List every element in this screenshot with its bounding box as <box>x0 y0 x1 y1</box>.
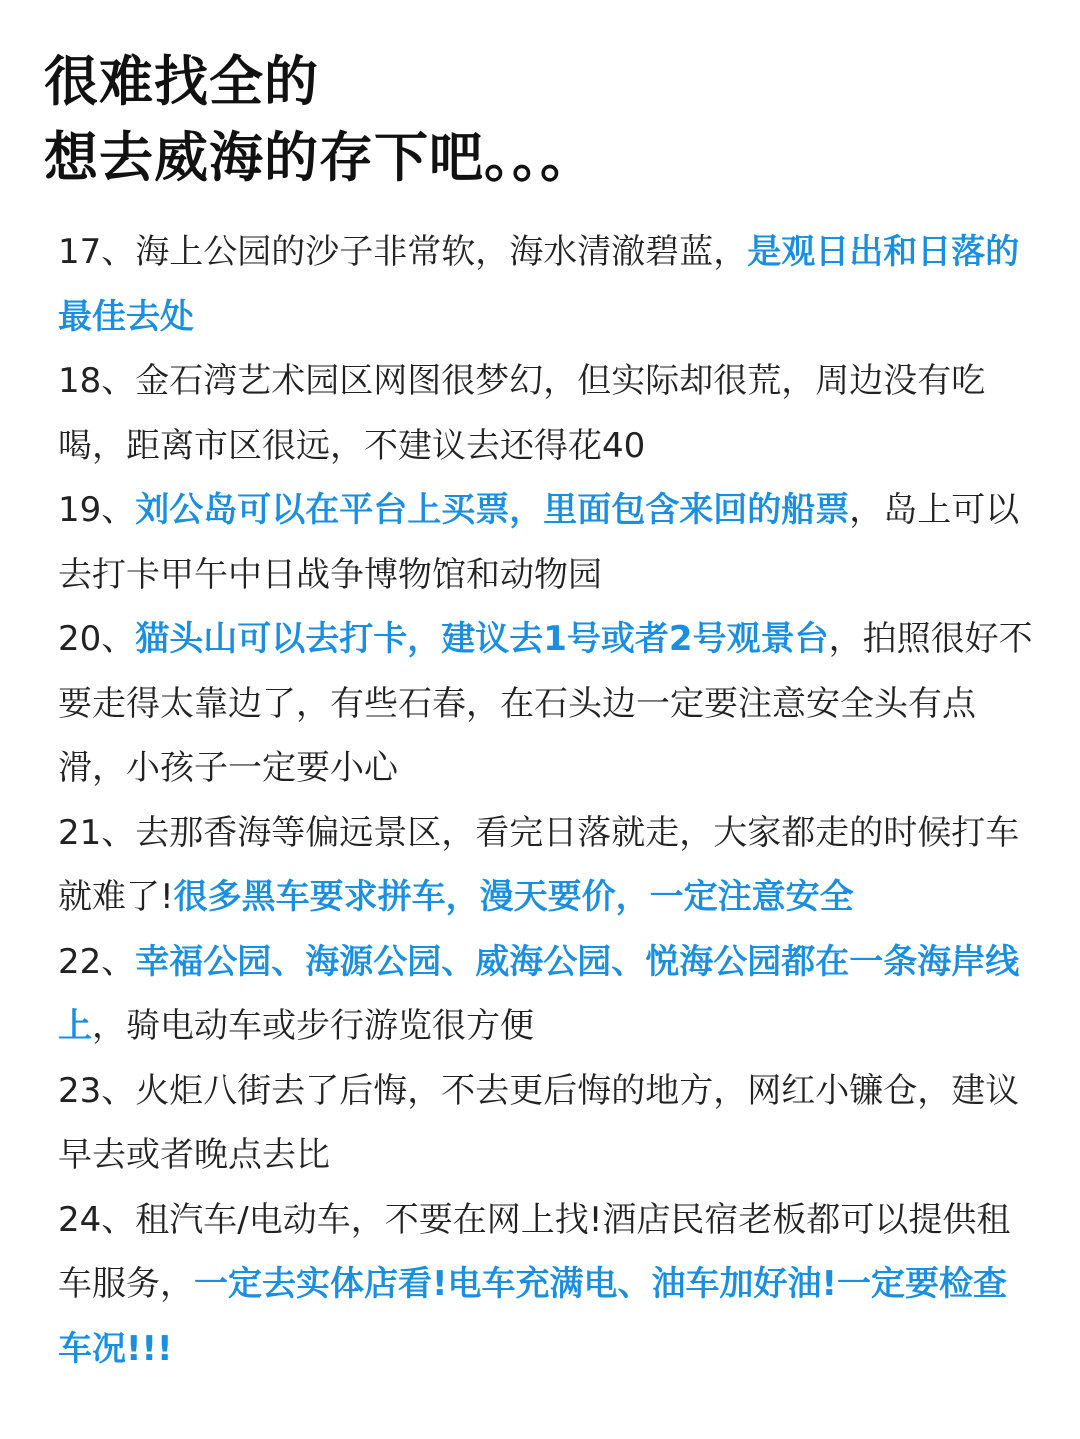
tip-highlight-text: 很多黑车要求拼车，漫天要价，一定注意安全 <box>173 877 854 917</box>
page-title <box>44 44 1044 196</box>
tip-item <box>58 801 1033 930</box>
tip-highlight-text: 刘公岛可以在平台上买票，里面包含来回的船票 <box>135 490 850 530</box>
tip-item <box>58 930 1033 1059</box>
tip-item <box>58 478 1033 607</box>
tip-text: ，骑电动车或步行游览很方便 <box>92 1006 534 1046</box>
tip-text: 21、去那香海等偏远景区，看完日落就走，大家都走的时候打车就难了! <box>58 812 1020 917</box>
tips-list <box>58 220 1033 1381</box>
tip-text: 18、金石湾艺术园区网图很梦幻，但实际却很荒，周边没有吃喝，距离市区很远，不建议去还得花40 <box>58 361 986 466</box>
tip-highlight-text: 幸福公园、海源公园、威海公园、悦海公园都在一条海岸线上 <box>58 941 1020 1046</box>
tip-item <box>58 607 1033 801</box>
tip-item <box>58 1188 1033 1382</box>
tip-text: ，拍照很好不要走得太靠边了，有些石春，在石头边一定要注意安全头有点滑，小孩子一定要小心 <box>58 619 1033 788</box>
tip-item <box>58 1059 1033 1188</box>
tip-highlight-text: 一定去实体店看!电车充满电、油车加好油!一定要检查车况!!! <box>58 1264 1008 1369</box>
tip-item <box>58 349 1033 478</box>
tip-highlight-text: 是观日出和日落的最佳去处 <box>58 232 1020 337</box>
tip-text: 22、 <box>58 941 136 982</box>
title-line-2: 想去威海的存下吧。。。 <box>44 126 595 189</box>
tip-text: 20、 <box>58 619 136 659</box>
tip-item <box>58 220 1033 349</box>
tip-text: 24、租汽车/电动车，不要在网上找!酒店民宿老板都可以提供租车服务， <box>58 1199 1011 1304</box>
tip-text: ，岛上可以去打卡甲午中日战争博物馆和动物园 <box>58 490 1020 595</box>
title-line-1: 很难找全的 <box>44 50 319 113</box>
tip-highlight-text: 猫头山可以去打卡，建议去1号或者2号观景台 <box>135 619 829 659</box>
tip-text: 23、火炬八街去了后悔，不去更后悔的地方，网红小镰仓，建议早去或者晚点去比 <box>58 1070 1020 1175</box>
tip-text: 17、海上公园的沙子非常软，海水清澈碧蓝， <box>58 232 748 272</box>
tip-text: 19、 <box>58 490 136 530</box>
